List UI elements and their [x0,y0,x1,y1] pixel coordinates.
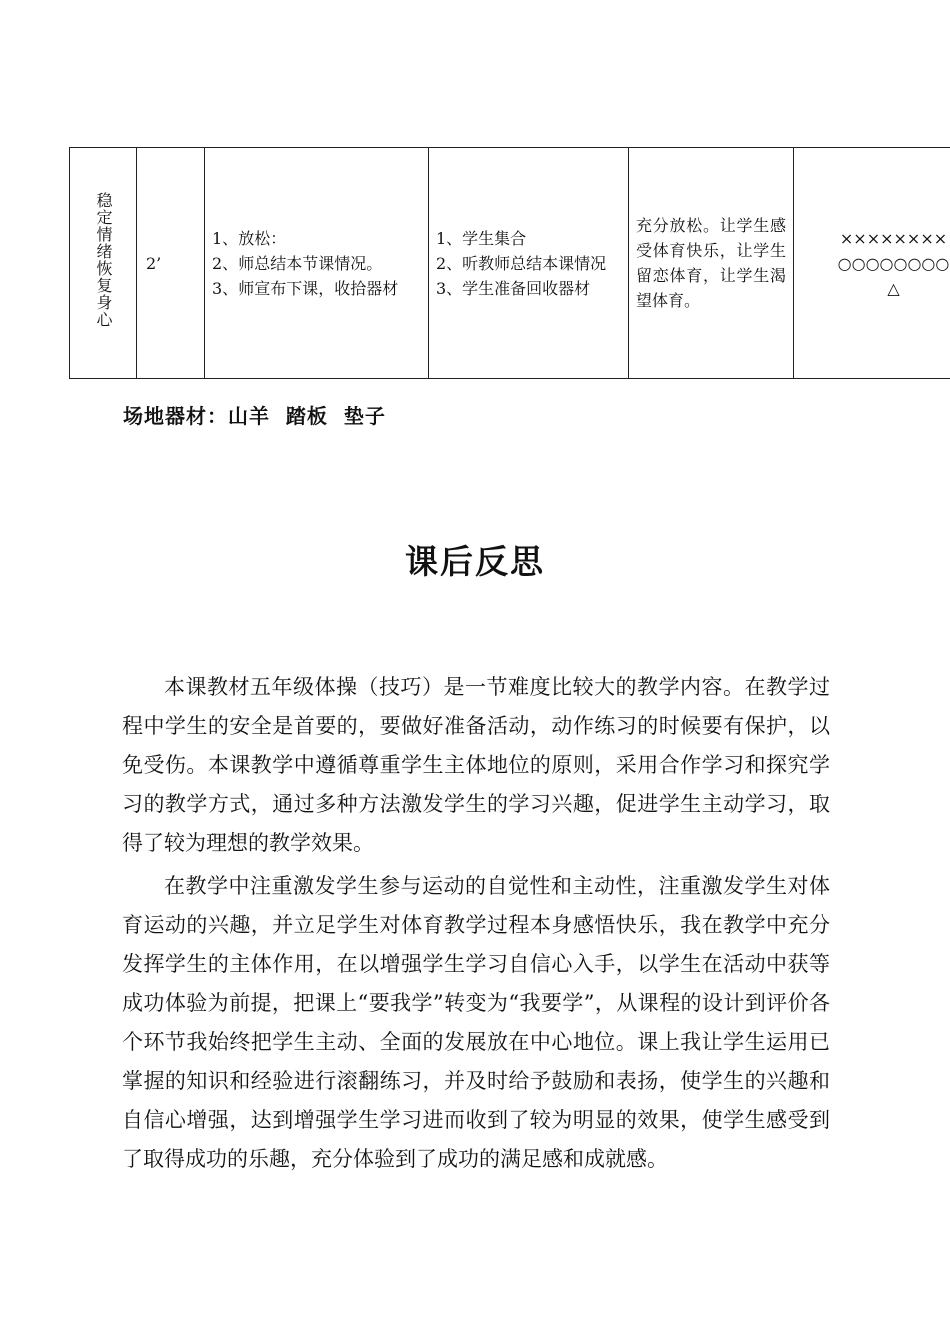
teacher-activity-list [212,226,421,301]
part-label: 稳定情绪恢复身心 [94,191,113,328]
list-item: 3、学生准备回收器材 [436,278,591,298]
equipment-line: 场地器材：山羊 踏板 垫子 [123,404,386,428]
item-text: 师宣布下课，收拾器材 [238,278,399,298]
lesson-plan-table [69,147,950,379]
list-item [212,251,421,276]
list-item [212,276,421,301]
student-activity-cell [429,148,629,379]
list-item [212,226,421,251]
student-row-cross: ×××××××× [839,228,948,248]
formation-cell [794,148,950,379]
item-text: 师总结本节课情况。 [238,253,383,273]
goal-cell: 充分放松。让学生感受体育快乐，让学生留恋体育，让学生渴望体育。 [629,148,794,379]
list-item: 2、听教师总结本课情况 [436,253,607,273]
reflection-body [122,668,830,1183]
item-number: 2、 [212,253,239,273]
time-cell: 2’ [137,148,205,379]
table-row [70,148,950,379]
reflection-paragraph: 在教学中注重激发学生参与运动的自觉性和主动性，注重激发学生对体育运动的兴趣，并立足学生对体育教学过程本身感悟快乐，我在教学中充分发挥学生的主体作用，在以增强学生学习自信心入手，以学生在活动中获等成功体验为前提，把课上“要我学”转变为“我要学”，从课程的设计到评价各个环节我始终把学生主动、全面的发展放在中心地位。课上我让学生运用已掌握的知识和经验进行滚翻练习，并及时给予鼓励和表扬，使学生的兴趣和自信心增强，达到增强学生学习进而收到了较为明显的效果，使学生感受到了取得成功的乐趣，充分体验到了成功的满足感和成就感。 [122,874,830,1171]
item-text: 放松： [238,228,287,248]
reflection-title: 课后反思 [405,542,545,581]
item-number: 3、 [212,278,239,298]
list-item: 1、学生集合 [436,228,527,248]
part-cell [70,148,137,379]
item-number: 1、 [212,228,239,248]
student-row-circle: ○○○○○○○○ [837,253,950,273]
reflection-paragraph: 本课教材五年级体操（技巧）是一节难度比较大的教学内容。在教学过程中学生的安全是首要的，要做好准备活动，动作练习的时候要有保护，以免受伤。本课教学中遵循尊重学生主体地位的原则，采用合作学习和探究学习的教学方式，通过多种方法激发学生的学习兴趣，促进学生主动学习，取得了较为理想的教学效果。 [122,675,830,855]
teacher-activity-cell [205,148,429,379]
teacher-triangle-icon: △ [887,278,900,298]
